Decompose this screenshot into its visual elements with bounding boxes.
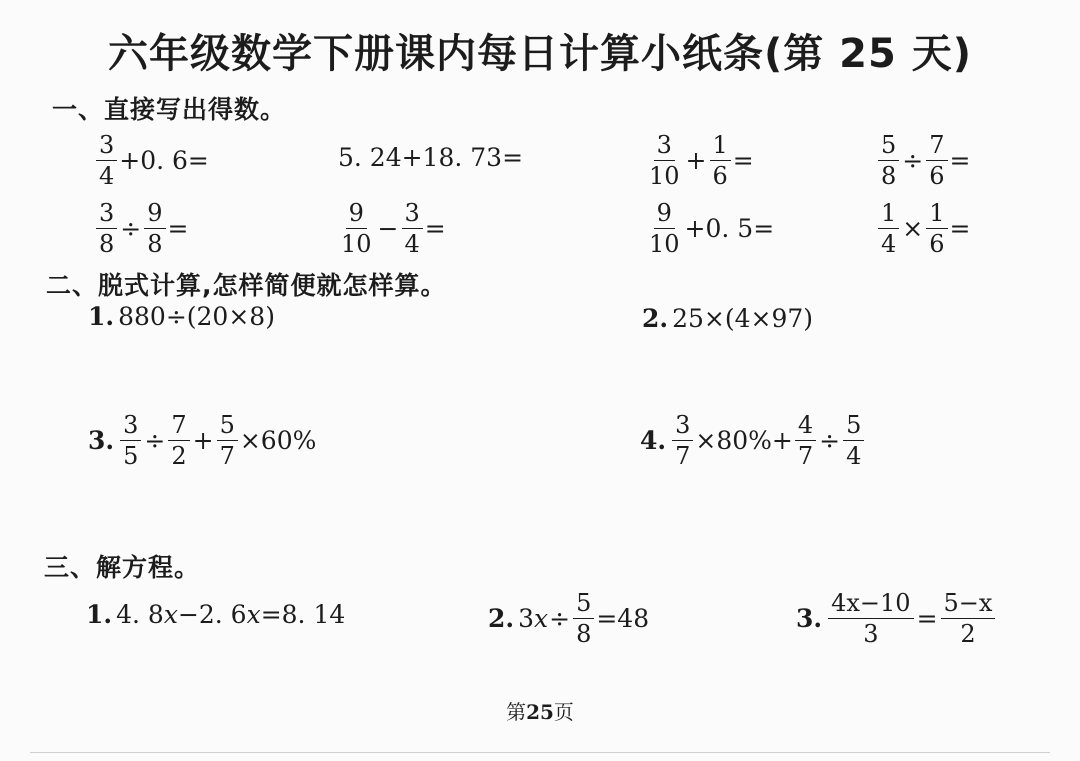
fraction: $\frac{5}{8}$ (573, 588, 594, 649)
fraction: $\frac{3}{4}$ (96, 130, 117, 191)
fraction: $\frac{5}{8}$ (878, 130, 899, 191)
section3-heading: 三、解方程。 (44, 553, 201, 582)
s3-equation-3: 3. $\frac{4x-10}{3}$ = $\frac{5-x}{2}$ (796, 588, 997, 649)
page-title: 六年级数学下册课内每日计算小纸条(第 25 天) (107, 31, 973, 77)
bottom-divider (30, 752, 1050, 753)
fraction: $\frac{7}{2}$ (168, 410, 189, 471)
fraction: $\frac{3}{8}$ (96, 198, 117, 259)
s2-problem-1: 1. 880÷(20×8) (88, 302, 275, 331)
fraction: $\frac{1}{4}$ (878, 198, 899, 259)
s1-item-6: $\frac{9}{10}$ − $\frac{3}{4}$ = (336, 198, 446, 259)
fraction: $\frac{9}{10}$ (649, 199, 680, 258)
fraction: $\frac{3}{10}$ (649, 131, 680, 190)
fraction: $\frac{7}{6}$ (926, 130, 947, 191)
fraction: $\frac{9}{8}$ (144, 198, 165, 259)
s1-item-5: $\frac{3}{8}$ ÷ $\frac{9}{8}$ = (94, 198, 188, 259)
page-number: 第25页 (506, 700, 574, 724)
fraction: $\frac{5}{7}$ (217, 410, 238, 471)
fraction: $\frac{5-x}{2}$ (941, 588, 996, 649)
fraction: $\frac{4}{7}$ (795, 410, 816, 471)
s3-equation-2: 2. 3 x ÷ $\frac{5}{8}$ =48 (488, 589, 650, 648)
s1-item-8: $\frac{1}{4}$ × $\frac{1}{6}$ = (876, 198, 970, 259)
s1-item-3: $\frac{3}{10}$ + $\frac{1}{6}$ = (644, 130, 754, 191)
fraction: $\frac{3}{4}$ (402, 198, 423, 259)
s2-problem-3: 3. $\frac{3}{5}$ ÷ $\frac{7}{2}$ + $\frac{5}{7}$ ×60% (88, 411, 317, 470)
fraction: $\frac{1}{6}$ (710, 130, 731, 191)
s1-item-1: $\frac{3}{4}$ +0. 6= (94, 130, 209, 191)
fraction: $\frac{4x-10}{3}$ (828, 588, 913, 649)
s2-problem-2: 2. 25×(4×97) (642, 304, 814, 333)
fraction: $\frac{9}{10}$ (341, 199, 372, 258)
fraction: $\frac{1}{6}$ (926, 198, 947, 259)
section1-heading: 一、直接写出得数。 (52, 95, 287, 124)
fraction: $\frac{3}{7}$ (672, 410, 693, 471)
fraction: $\frac{5}{4}$ (843, 410, 864, 471)
s2-problem-4: 4. $\frac{3}{7}$ ×80%+ $\frac{4}{7}$ ÷ $\frac{5}{4}$ (640, 410, 866, 471)
fraction: $\frac{3}{5}$ (120, 410, 141, 471)
s1-item-2: 5. 24+18. 73= (338, 143, 524, 172)
s3-equation-1: 1. 4. 8 x −2. 6 x =8. 14 (86, 600, 346, 629)
section2-heading: 二、脱式计算,怎样简便就怎样算。 (46, 271, 447, 300)
s1-item-4: $\frac{5}{8}$ ÷ $\frac{7}{6}$ = (876, 130, 970, 191)
s1-item-7: $\frac{9}{10}$ +0. 5= (644, 198, 774, 259)
